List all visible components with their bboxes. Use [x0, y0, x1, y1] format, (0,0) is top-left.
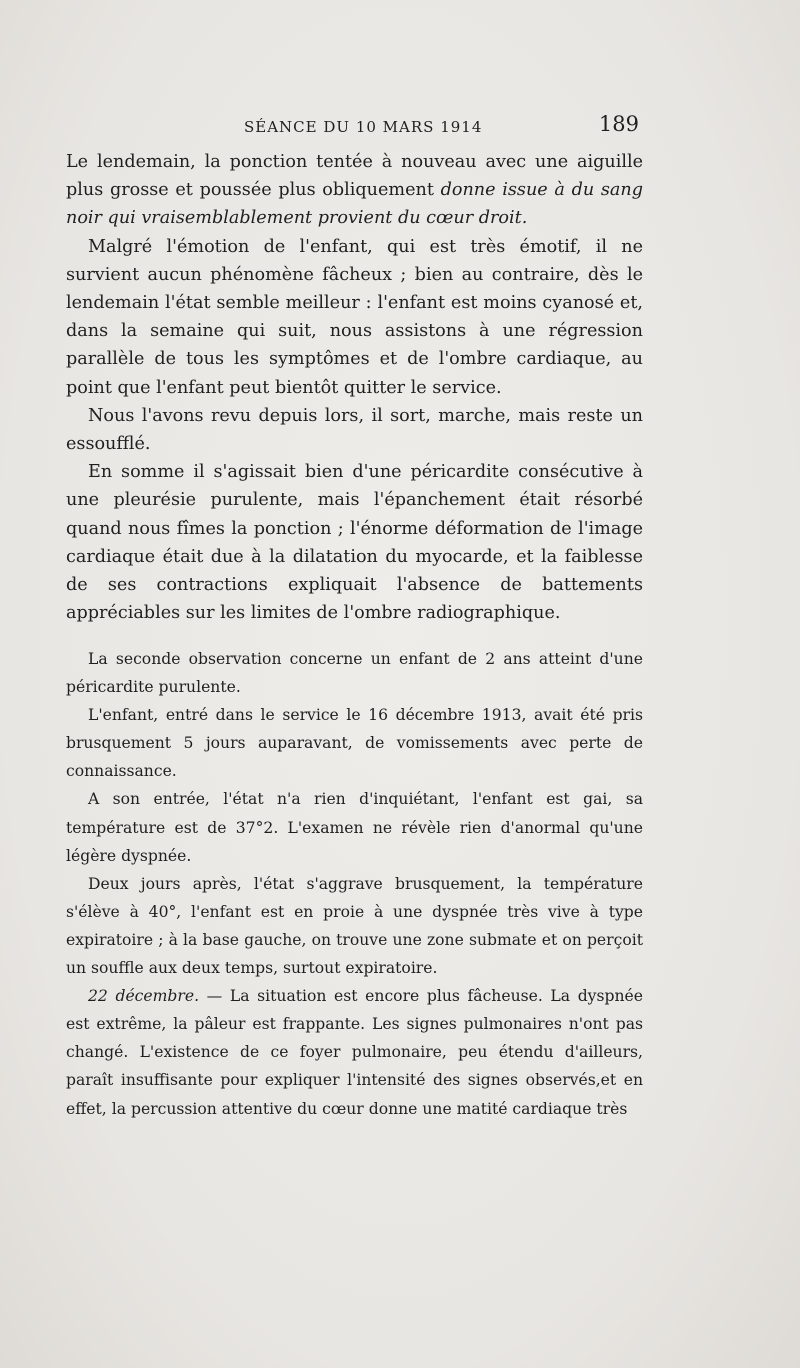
body-text-large	[66, 148, 643, 627]
paragraph	[66, 148, 643, 233]
paragraph: L'enfant, entré dans le service le 16 décembre 1913, avait été pris brusquement 5 jours auparavant, de vomissements avec perte de connaissance.	[66, 706, 643, 781]
page-header	[66, 112, 641, 142]
text-run: Le lendemain, la ponction tentée à nouveau avec une aiguille plus grosse et poussée plus obliquement	[66, 152, 643, 201]
paragraph: En somme il s'agissait bien d'une péricardite consécutive à une pleurésie purulente, mais l'épanchement était résorbé quand nous fîmes la ponction ; l'énorme déformation de l'image cardiaque était due à la dilatation du myocarde, et la faiblesse de ses contractions expliquait l'absence de battements appréciables sur les limites de l'ombre radiographique.	[66, 462, 643, 624]
body-text-small	[66, 645, 643, 1123]
page-number: 189	[598, 112, 639, 136]
text-run: — La situation est encore plus fâcheuse. La dyspnée est extrême, la pâleur est frappante. Les signes pulmonaires n'ont pas changé. L'existence de ce foyer pulmonaire, peu étendu d'ailleurs, paraît insuffisante pour expliquer l'intensité des signes observés,et en effet, la percussion attentive du cœur donne une matité cardiaque très	[66, 987, 643, 1118]
running-head: SÉANCE DU 10 MARS 1914	[244, 118, 483, 136]
paragraph: Deux jours après, l'état s'aggrave brusquement, la température s'élève à 40°, l'enfant est en proie à une dyspnée très vive à type expiratoire ; à la base gauche, on trouve une zone submate et on perçoit un souffle aux deux temps, surtout expiratoire.	[66, 874, 643, 978]
paragraph: Nous l'avons revu depuis lors, il sort, marche, mais reste un essoufflé.	[66, 405, 643, 455]
italic-text-run: donne issue à du sang noir qui vraisemblablement provient du cœur droit.	[66, 180, 643, 229]
paragraph: La seconde observation concerne un enfant de 2 ans atteint d'une péricardite purulente.	[66, 650, 643, 697]
paragraph: A son entrée, l'état n'a rien d'inquiétant, l'enfant est gai, sa température est de 37°2. L'examen ne révèle rien d'anormal qu'une légère dyspnée.	[66, 790, 643, 865]
italic-text-run: 22 décembre.	[88, 987, 200, 1006]
paragraph: Malgré l'émotion de l'enfant, qui est très émotif, il ne survient aucun phénomène fâcheux ; bien au contraire, dès le lendemain l'état semble meilleur : l'enfant est moins cyanosé et, dans la semaine qui suit, nous assistons à une régression parallèle de tous les symptômes et de l'ombre cardiaque, au point que l'enfant peut bientôt quitter le service.	[66, 236, 643, 398]
paragraph	[66, 982, 643, 1122]
